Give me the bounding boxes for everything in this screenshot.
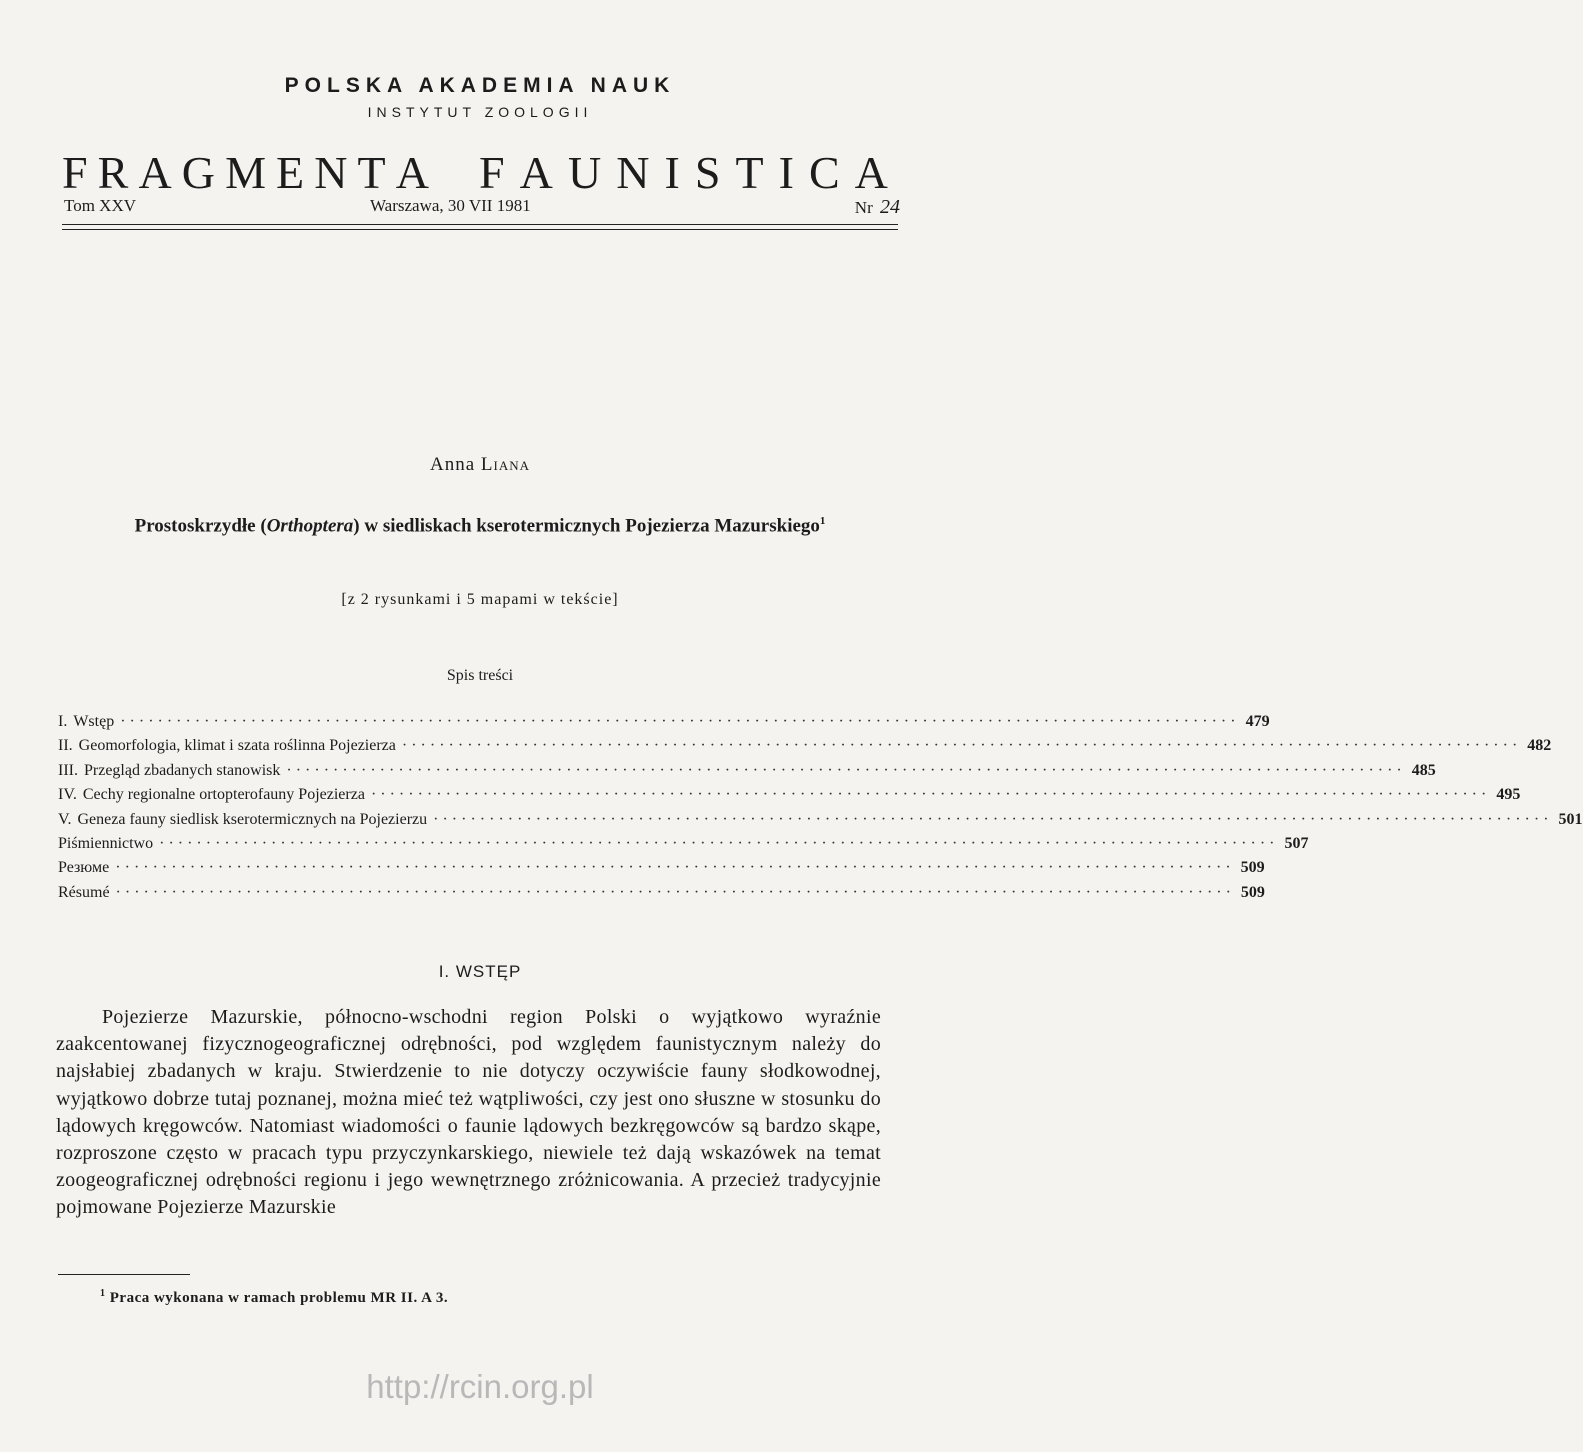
toc-label: Резюме — [58, 859, 110, 877]
toc-number: I. — [58, 713, 68, 730]
title-footnote-mark: 1 — [819, 515, 826, 527]
toc-row — [58, 761, 1436, 786]
institute-name: INSTYTUT ZOOLOGII — [367, 104, 593, 120]
toc-row — [58, 810, 1583, 835]
toc-leader: ························································································································ — [401, 737, 1522, 755]
author-last-name: Liana — [480, 454, 530, 475]
toc-heading: Spis treści — [446, 667, 514, 684]
issue-label: Nr — [854, 198, 873, 217]
toc-row — [58, 859, 1265, 883]
journal-title-word: F R A G M E N T A — [62, 147, 439, 198]
journal-title-word: F A U N I S T I C A — [479, 147, 898, 198]
toc-row — [58, 834, 1309, 859]
toc-label: Wstęp — [73, 713, 115, 730]
toc-leader: ························································································································ — [286, 761, 1406, 779]
toc-row — [58, 713, 1270, 737]
toc-number: III. — [58, 761, 78, 779]
toc-page: 482 — [1527, 737, 1552, 755]
issue-handwritten: 24 — [880, 196, 900, 218]
footnote-rule — [58, 1274, 190, 1275]
toc-page: 501 — [1558, 810, 1583, 828]
toc-page: 509 — [1240, 859, 1265, 877]
footnote-text: Praca wykonana w ramach problemu MR II. A 3. — [109, 1290, 449, 1306]
toc-leader: ························································································································ — [370, 786, 1491, 804]
journal-title — [62, 146, 898, 199]
toc-row — [58, 737, 1552, 761]
toc-leader: ························································································································ — [115, 883, 1235, 901]
section-heading: I. WSTĘP — [438, 962, 522, 981]
toc-label: Cechy regionalne ortopterofauny Pojezierza — [82, 786, 365, 804]
body-paragraph: Pojezierze Mazurskie, północno-wschodni region Polski o wyjątkowo wyraźnie zaakcentowanej fizycznogeograficznej odrębności, pod względem faunistycznym należy do najsłabiej zbadanych w kraju. Stwierdzenie to nie dotyczy oczywiście fauny słodkowodnej, wyjątkowo dobrze tutaj poznanej, można mieć też wątpliwości, czy jest ono słuszne w stosunku do lądowych kręgowców. Natomiast wiadomości o faunie lądowych bezkręgowców są bardzo skąpe, rozproszone często w pracach typu przyczynkarskiego, niewiele też dają wskazówek na temat zoogeograficznej odrębności regionu i jego wewnętrznego zróżnicowania. A przecież tradycyjnie pojmowane Pojezierze Mazurskie — [56, 1006, 881, 1219]
author-first-name: Anna — [429, 454, 476, 475]
toc-page: 495 — [1496, 786, 1521, 804]
toc-page: 509 — [1240, 883, 1265, 901]
title-italic: Orthoptera — [266, 515, 354, 537]
article-subtitle: [z 2 rysunkami i 5 mapami w tekście] — [341, 591, 619, 608]
academy-name: POLSKA AKADEMIA NAUK — [284, 74, 676, 97]
footnote — [100, 1288, 448, 1307]
toc-page: 485 — [1411, 761, 1436, 779]
toc-page: 507 — [1284, 834, 1309, 852]
toc-row — [58, 883, 1265, 908]
toc-leader: ························································································································ — [159, 834, 1279, 852]
toc-row — [58, 786, 1521, 810]
toc-number: V. — [58, 810, 72, 828]
title-part-1: Prostoskrzydłe ( — [134, 515, 267, 537]
header-rule — [62, 224, 898, 225]
toc-label: Résumé — [58, 883, 110, 901]
header-rule-thin — [62, 229, 898, 230]
toc-page: 479 — [1245, 713, 1270, 730]
footnote-mark: 1 — [100, 1288, 106, 1299]
title-part-2: ) w siedliskach kserotermicznych Pojezierza Mazurskiego — [353, 515, 820, 537]
issue-line — [64, 196, 900, 220]
issue-number — [855, 196, 900, 219]
toc-label: Piśmiennictwo — [58, 834, 154, 852]
toc-label: Geneza fauny siedlisk kserotermicznych na Pojezierzu — [77, 810, 428, 828]
toc-number: II. — [58, 737, 73, 755]
table-of-contents — [58, 713, 1583, 908]
volume: Tom XXV — [64, 196, 137, 215]
toc-leader: ························································································································ — [433, 810, 1553, 828]
author — [0, 454, 960, 476]
article-title — [90, 508, 870, 539]
toc-label: Przegląd zbadanych stanowisk — [83, 761, 281, 779]
watermark-url: http://rcin.org.pl — [366, 1368, 594, 1405]
toc-number: IV. — [58, 786, 77, 804]
toc-leader: ························································································································ — [115, 859, 1235, 877]
place-date: Warszawa, 30 VII 1981 — [370, 196, 531, 215]
toc-label: Geomorfologia, klimat i szata roślinna Pojezierza — [78, 737, 396, 755]
toc-leader: ························································································································ — [120, 713, 1240, 730]
